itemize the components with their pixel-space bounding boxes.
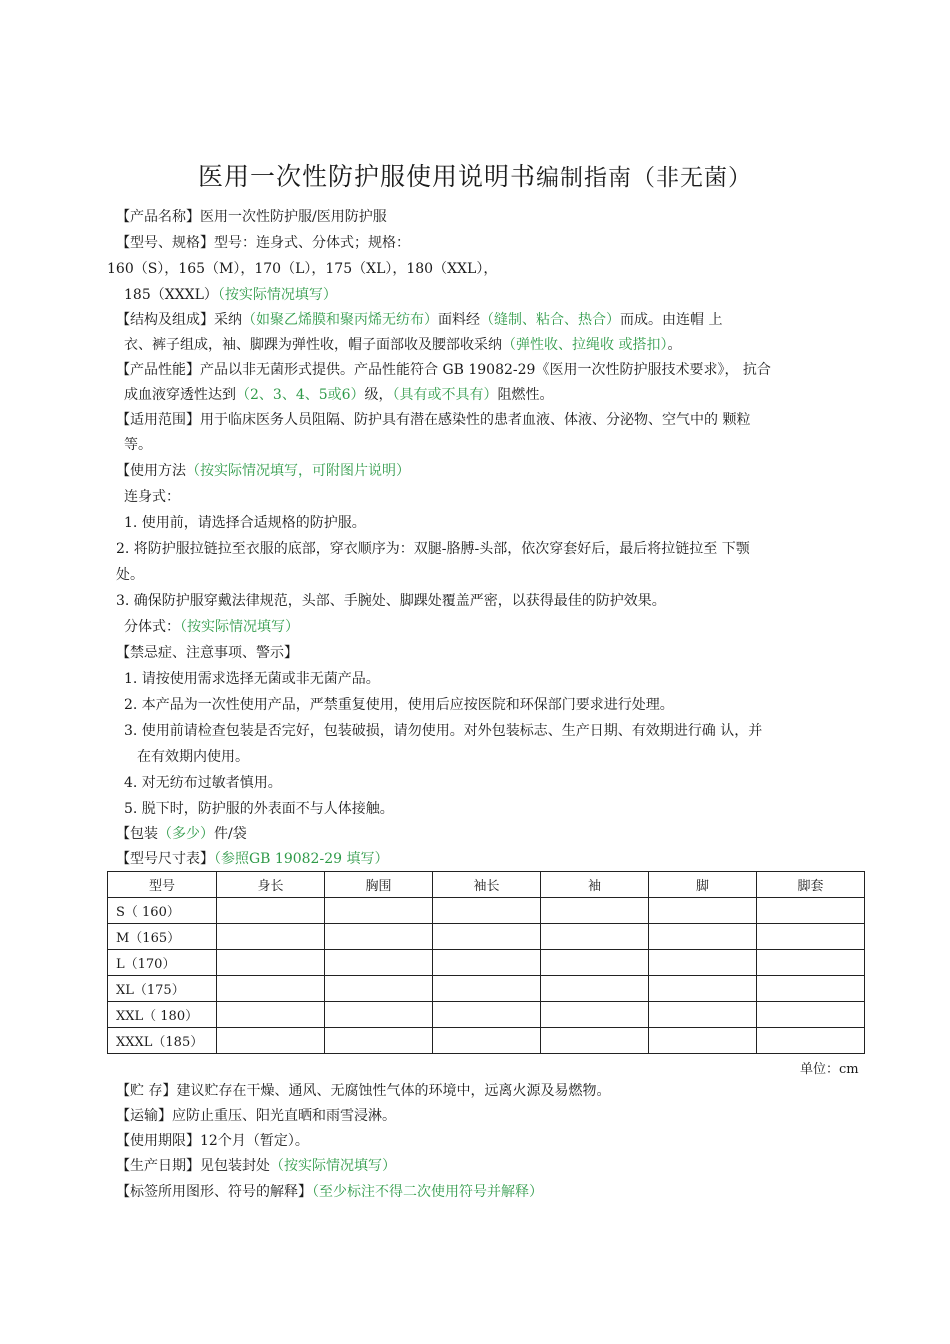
table-row: [108, 924, 865, 950]
column-header: 脚: [649, 872, 757, 898]
size-table: [107, 871, 865, 1054]
sizes-note: （按实际情况填写）: [217, 287, 337, 303]
row-label: XXXL（185）: [108, 1028, 217, 1054]
warning-3-cont: 在有效期内使用。: [137, 749, 249, 765]
usage-heading: 【使用方法（按实际情况填写，可附图片说明）: [116, 463, 410, 479]
transport-line: 【运输】应防止重压、阳光直晒和雨雪浸淋。: [116, 1108, 396, 1124]
size-table-heading: 【型号尺寸表】（参照GB 19082-29 填写）: [116, 851, 389, 867]
unit-label: 单位：cm: [800, 1062, 859, 1077]
warning-1: 1. 请按使用需求选择无菌或非无菌产品。: [124, 671, 380, 687]
row-label: L（170）: [108, 950, 217, 976]
table-header-row: [108, 872, 865, 898]
column-header: 胸围: [325, 872, 433, 898]
symbols-line: 【标签所用图形、符号的解释】（至少标注不得二次使用符号并解释）: [116, 1184, 543, 1200]
column-header: 身长: [217, 872, 325, 898]
storage-line: 【贮 存】建议贮存在干燥、通风、无腐蚀性气体的环境中，远离火源及易燃物。: [116, 1083, 611, 1099]
usage-step-2-cont: 处。: [116, 567, 144, 583]
production-date-line: 【生产日期】见包装封处（按实际情况填写）: [116, 1158, 396, 1174]
warning-3: 3. 使用前请检查包装是否完好，包装破损，请勿使用。对外包装标志、生产日期、有效期进行确 认，并: [124, 723, 763, 739]
warning-5: 5. 脱下时，防护服的外表面不与人体接触。: [124, 801, 394, 817]
table-row: [108, 976, 865, 1002]
warning-4: 4. 对无纺布过敏者慎用。: [124, 775, 282, 791]
model-sizes-line-2: 185（XXXL）（按实际情况填写）: [124, 287, 337, 303]
warning-2: 2. 本产品为一次性使用产品，严禁重复使用，使用后应按医院和环保部门要求进行处理。: [124, 697, 674, 713]
warnings-heading: 【禁忌症、注意事项、警示】: [116, 645, 298, 661]
product-name-line: 【产品名称】医用一次性防护服/医用防护服: [116, 209, 387, 225]
performance-line-1: 【产品性能】产品以非无菌形式提供。产品性能符合 GB 19082-29《医用一次性防护服技术要求》， 抗合: [116, 362, 771, 378]
usage-step-3: 3. 确保防护服穿戴法律规范，头部、手腕处、脚踝处覆盖严密，以获得最佳的防护效果。: [116, 593, 666, 609]
model-sizes-line-1: 160（S），165（M），170（L），175（XL），180（XXL），: [107, 261, 498, 277]
column-header: 袖长: [433, 872, 541, 898]
model-line: 【型号、规格】型号：连身式、分体式；规格：: [116, 235, 410, 251]
usage-step-1: 1. 使用前，请选择合适规格的防护服。: [124, 515, 366, 531]
scope-line-1: 【适用范围】用于临床医务人员阻隔、防护具有潜在感染性的患者血液、体液、分泌物、空气中的 颗粒: [116, 412, 751, 428]
row-label: XL（175）: [108, 976, 217, 1002]
packaging-line: 【包装（多少）件/袋: [116, 826, 247, 842]
row-label: M（165）: [108, 924, 217, 950]
expiry-line: 【使用期限】12个月（暂定）。: [116, 1133, 309, 1149]
table-row: [108, 950, 865, 976]
table-row: [108, 1028, 865, 1054]
performance-line-2: 成血液穿透性达到（2、3、4、5或6）级，（具有或不具有）阻燃性。: [124, 387, 554, 403]
table-row: [108, 1002, 865, 1028]
structure-line-1: 【结构及组成】采纳（如聚乙烯膜和聚丙烯无纺布）面料经（缝制、粘合、热合）而成。由连帽 上: [116, 312, 723, 328]
column-header: 袖: [541, 872, 649, 898]
table-row: [108, 898, 865, 924]
document-title: [0, 160, 950, 195]
usage-twopiece: 分体式：（按实际情况填写）: [124, 619, 299, 635]
usage-onepiece: 连身式：: [124, 489, 180, 505]
title-main: 医用一次性防护服使用说明书: [197, 162, 536, 191]
row-label: XXL（ 180）: [108, 1002, 217, 1028]
title-tail: 编制指南（非无菌）: [536, 165, 752, 191]
usage-step-2: 2. 将防护服拉链拉至衣服的底部，穿衣顺序为：双腿-胳膊-头部，依次穿套好后，最后将拉链拉至 下颚: [116, 541, 750, 557]
scope-line-2: 等。: [124, 437, 152, 453]
structure-line-2: 衣、裤子组成，袖、脚踝为弹性收，帽子面部收及腰部收采纳（弹性收、拉绳收 或搭扣）。: [124, 337, 682, 353]
column-header: 脚套: [757, 872, 865, 898]
row-label: S（ 160）: [108, 898, 217, 924]
column-header: 型号: [108, 872, 217, 898]
